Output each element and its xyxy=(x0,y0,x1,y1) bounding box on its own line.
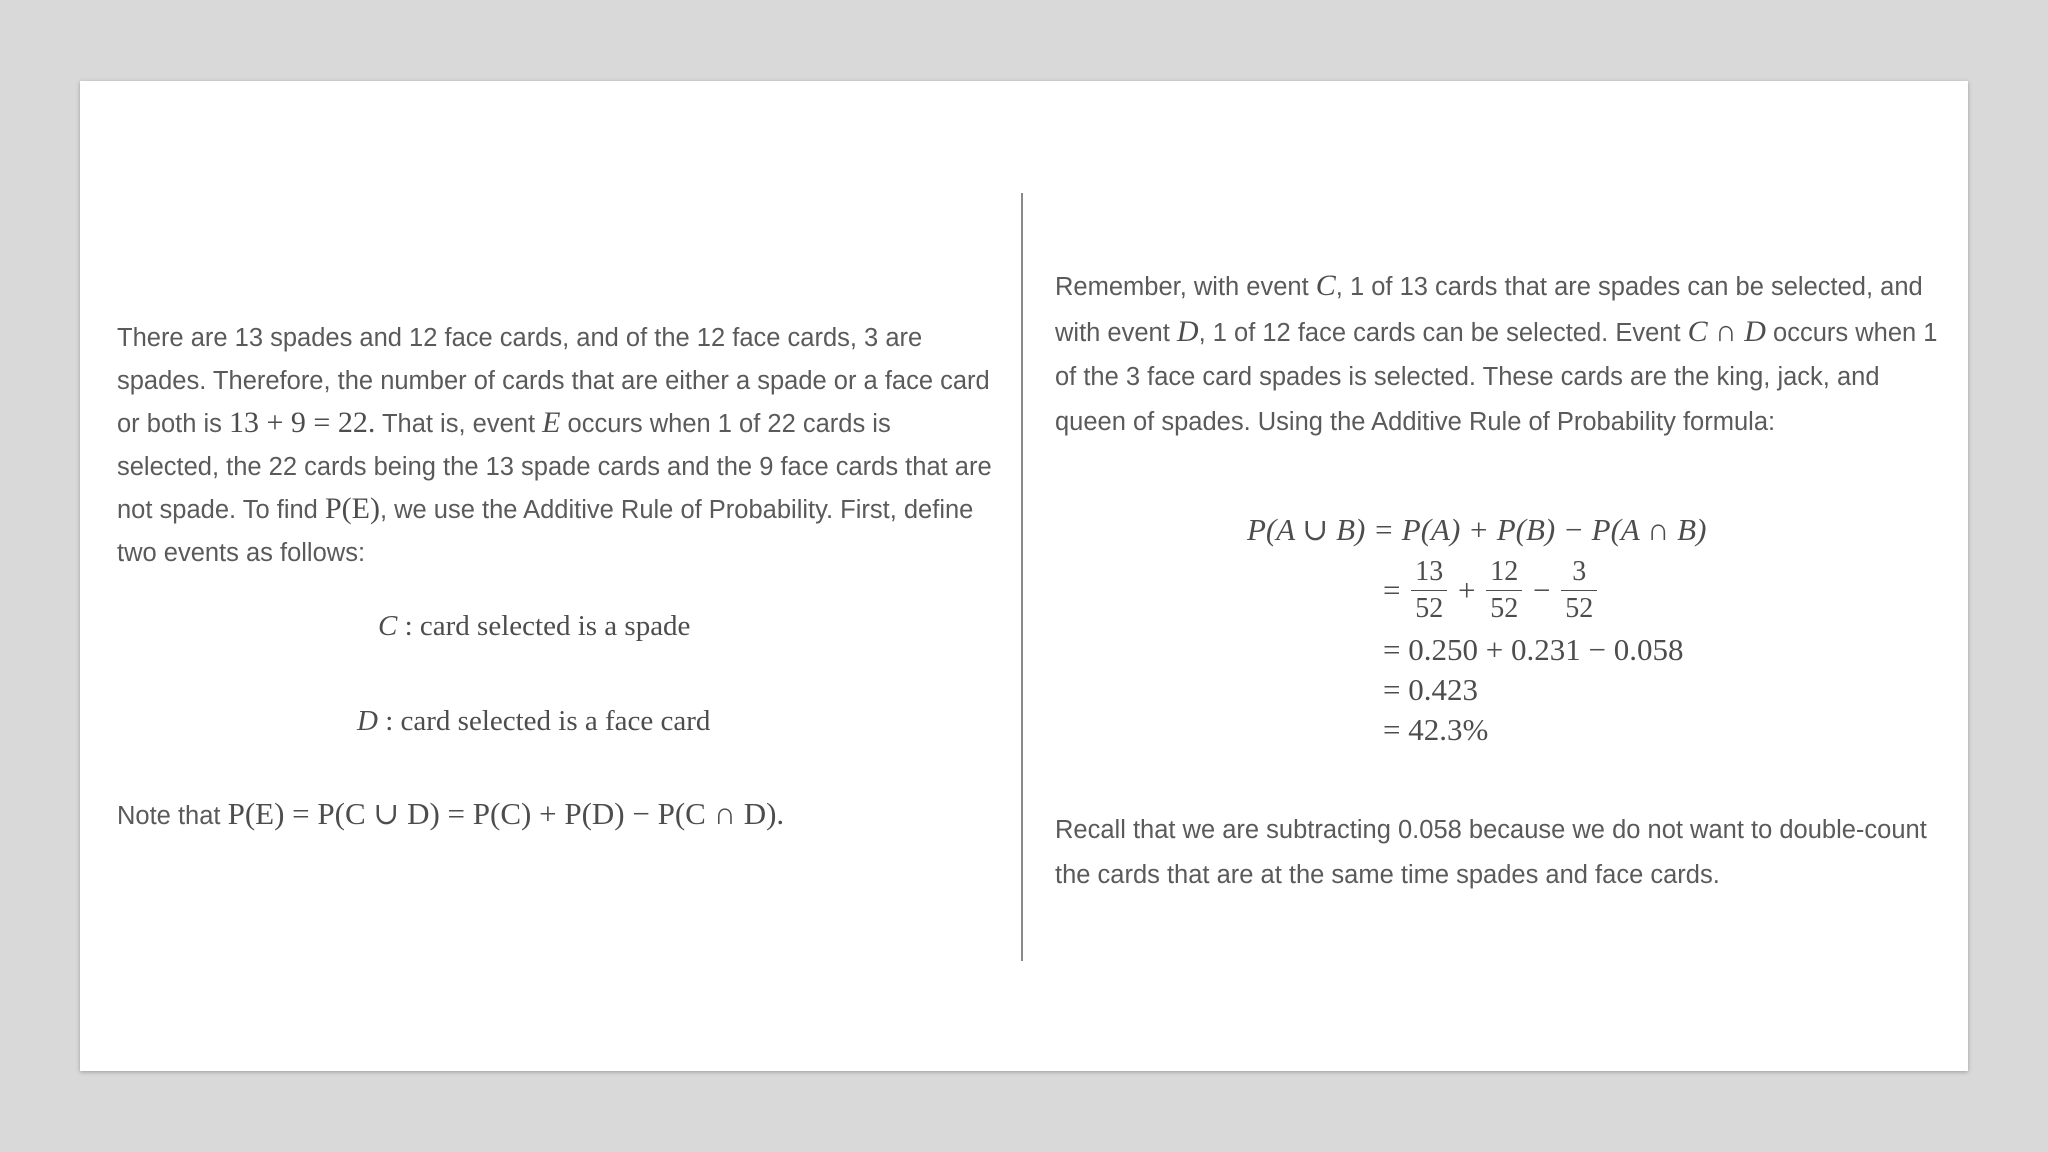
math-event-c: C xyxy=(1315,269,1336,302)
math-sum: 13 + 9 = 22. xyxy=(228,406,376,440)
plus-sign: + xyxy=(1457,572,1476,608)
recall-paragraph: Recall that we are subtracting 0.058 because we do not want to double-count the cards that are at the same time spades and face cards. xyxy=(1055,816,1927,889)
def-var: D xyxy=(357,705,378,737)
text-run: , 1 of 12 face cards can be selected. Event xyxy=(1198,318,1688,347)
text-run: That is, event xyxy=(375,410,543,439)
math-p-of-e: P(E) xyxy=(324,492,380,526)
column-divider xyxy=(1021,193,1023,961)
equation-step-decimals: = 0.250 + 0.231 − 0.058 xyxy=(1383,632,1684,667)
numerator: 12 xyxy=(1486,554,1522,591)
note-formula: P(E) = P(C ∪ D) = P(C) + P(D) − P(C ∩ D). xyxy=(227,796,785,831)
math-event-e: E xyxy=(542,406,561,440)
definition-d xyxy=(357,705,710,738)
equation-lhs-text: P(A ∪ B) = P(A) + P(B) − P(A ∩ B) xyxy=(1247,512,1707,547)
denominator: 52 xyxy=(1490,593,1519,624)
text-run: , we use the Additive Rule of Probability. First, define two events as follows: xyxy=(117,496,974,567)
equation-lhs xyxy=(1247,512,1706,548)
denominator: 52 xyxy=(1415,593,1444,624)
math-intersection: C ∩ D xyxy=(1687,314,1766,348)
equation-step-fractions xyxy=(1383,554,1600,627)
right-paragraph xyxy=(1055,264,1945,444)
left-column xyxy=(117,317,995,575)
text-run: occurs when 1 of 22 cards is selected, the 22 cards being the 13 spade cards and the 9 face cards that are not spade. To find xyxy=(117,410,992,525)
def-text: : card selected is a face card xyxy=(377,705,711,737)
text-run: There are 13 spades and 12 face cards, and of the 12 face cards, 3 are spades. Therefore, the number of cards that are either a spade or a face card or both is xyxy=(117,324,990,439)
def-var: C xyxy=(378,610,398,642)
math-event-d: D xyxy=(1176,314,1199,348)
text-run: Remember, with event xyxy=(1055,273,1316,301)
numerator: 13 xyxy=(1411,554,1447,591)
equation-step-result: = 0.423 xyxy=(1383,672,1478,707)
equation-step-percent: = 42.3% xyxy=(1383,712,1489,747)
left-paragraph xyxy=(117,317,995,575)
text-run: , 1 of 13 cards that are spades can be selected, and with event xyxy=(1055,273,1923,347)
fraction-12-52 xyxy=(1486,554,1522,627)
fraction-13-52 xyxy=(1411,554,1447,627)
equals-sign: = xyxy=(1383,572,1401,608)
note-label: Note that xyxy=(117,802,221,830)
def-text: : card selected is a spade xyxy=(397,610,691,642)
fraction-3-52 xyxy=(1561,554,1597,627)
note-line xyxy=(117,796,784,832)
content-card xyxy=(80,81,1968,1071)
text-run: occurs when 1 of the 3 face card spades is selected. These cards are the king, jack, and queen of spades. Using the Additive Rule of Probability formula: xyxy=(1055,318,1938,436)
denominator: 52 xyxy=(1565,593,1594,624)
numerator: 3 xyxy=(1561,554,1597,591)
minus-sign: − xyxy=(1532,572,1551,608)
definition-c xyxy=(378,610,690,643)
right-column xyxy=(1055,264,1945,444)
